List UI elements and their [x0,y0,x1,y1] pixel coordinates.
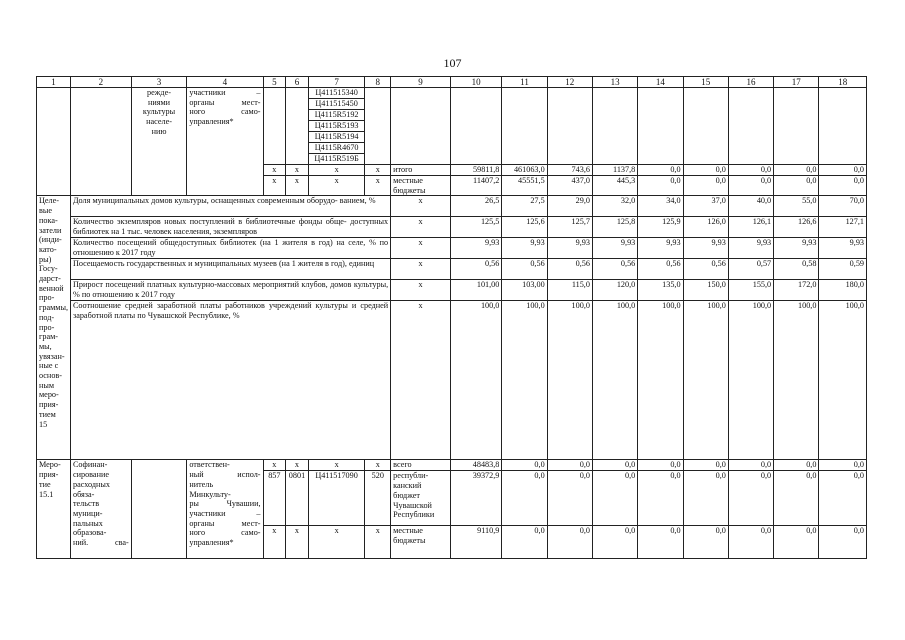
value-cell: 39372,9 [450,471,501,526]
indicator-row [37,238,867,259]
value-cell: 55,0 [774,196,819,217]
value-cell: 100,0 [774,301,819,460]
header-cell-10: 10 [450,77,501,88]
cell-c7: x [308,526,365,559]
block1-col3: режде- ниями культуры населе- нию [131,88,187,196]
cell-c9: x [391,196,451,217]
indicator-row [37,259,867,280]
value-cell: 0,56 [450,259,501,280]
cell-c7: x [308,460,365,471]
budget-code: Ц4115R5194 [308,132,365,143]
value-cell: 0,0 [638,176,683,196]
value-cell: 0,59 [819,259,867,280]
cell-c6: x [286,165,309,176]
header-cell-13: 13 [592,77,637,88]
header-cell-9: 9 [391,77,451,88]
indicator-row [37,196,867,217]
value-cell: 0,0 [819,471,867,526]
value-cell: 9,93 [502,238,547,259]
value-cell: 0,0 [592,460,637,471]
source-label: итого [391,165,451,176]
block1-col2 [70,88,131,196]
budget-code: Ц4115R5192 [308,110,365,121]
value-cell: 135,0 [638,280,683,301]
header-cell-18: 18 [819,77,867,88]
budget-code: Ц411515450 [308,99,365,110]
value-cell: 37,0 [683,196,728,217]
value-cell: 0,0 [502,460,547,471]
value-cell: 100,0 [638,301,683,460]
indicator-text: Количество экземпляров новых поступлений в библиотечные фонды обще- доступных библиотек на 1 тыс. человек населения, экземпляров [70,217,390,238]
block1-empty-col15 [683,88,728,165]
value-cell: 0,56 [502,259,547,280]
value-cell: 0,0 [819,165,867,176]
value-cell: 11407,2 [450,176,501,196]
cell-c6: x [286,176,309,196]
cell-c8: 520 [365,471,391,526]
header-cell-1: 1 [37,77,71,88]
header-cell-6: 6 [286,77,309,88]
cell-c9: x [391,238,451,259]
header-cell-15: 15 [683,77,728,88]
value-cell: 0,0 [502,526,547,559]
page-number: 107 [443,56,462,70]
block1-empty-col17 [774,88,819,165]
header-row [37,77,867,88]
source-label: всего [391,460,451,471]
value-cell: 0,0 [728,176,773,196]
header-cell-11: 11 [502,77,547,88]
value-cell: 0,0 [728,526,773,559]
value-cell: 29,0 [547,196,592,217]
cell-c6: x [286,526,309,559]
block1-empty-col14 [638,88,683,165]
block1-empty-col11 [502,88,547,165]
header-cell-14: 14 [638,77,683,88]
header-cell-17: 17 [774,77,819,88]
value-cell: 0,0 [774,165,819,176]
indicator-text: Доля муниципальных домов культуры, оснащенных современным оборудо- ванием, % [70,196,390,217]
value-cell: 120,0 [592,280,637,301]
value-cell: 126,6 [774,217,819,238]
cell-c9: x [391,217,451,238]
target-indicators-label: Целе- вые пока- затели (инди- като- ры) Госу- дарст- венной про- граммы, под- про- грам- мы, увязан- ные с основ- ным меро- прия- тием 15 [37,196,71,460]
value-cell: 0,0 [819,176,867,196]
value-cell: 100,0 [592,301,637,460]
header-cell-8: 8 [365,77,391,88]
indicator-text: Прирост посещений платных культурно-массовых мероприятий клубов, домов культуры, % по отношению к 2017 году [70,280,390,301]
value-cell: 155,0 [728,280,773,301]
value-cell: 59811,8 [450,165,501,176]
value-cell: 32,0 [592,196,637,217]
value-cell: 0,0 [638,460,683,471]
value-cell: 103,00 [502,280,547,301]
cell-c9: x [391,280,451,301]
indicator-text: Посещаемость государственных и муниципальных музеев (на 1 жителя в год), единиц [70,259,390,280]
value-cell: 0,57 [728,259,773,280]
cell-c8: x [365,460,391,471]
value-cell: 125,8 [592,217,637,238]
value-cell: 0,0 [502,471,547,526]
value-cell: 0,0 [547,471,592,526]
value-cell: 9,93 [819,238,867,259]
value-cell: 9,93 [592,238,637,259]
value-cell: 0,0 [728,165,773,176]
value-cell: 9,93 [728,238,773,259]
value-cell: 743,6 [547,165,592,176]
source-label: местные бюджеты [391,176,451,196]
value-cell: 461063,0 [502,165,547,176]
cell-c5: 857 [263,471,286,526]
value-cell: 0,0 [683,165,728,176]
budget-code: Ц4115R4670 [308,143,365,154]
cell-c6: 0801 [286,471,309,526]
value-cell: 115,0 [547,280,592,301]
value-cell: 9110,9 [450,526,501,559]
value-cell: 0,0 [683,526,728,559]
budget-code: Ц4115R519Б [308,154,365,165]
block1-empty-col12 [547,88,592,165]
value-cell: 9,93 [683,238,728,259]
value-cell: 0,0 [728,471,773,526]
value-cell: 150,0 [683,280,728,301]
value-cell: 40,0 [728,196,773,217]
indicator-text: Соотношение средней заработной платы работников учреждений культуры и средней заработной платы по Чувашской Республике, % [70,301,390,460]
value-cell: 126,0 [683,217,728,238]
value-cell: 0,0 [728,460,773,471]
value-cell: 34,0 [638,196,683,217]
value-cell: 0,56 [638,259,683,280]
block1-empty-col16 [728,88,773,165]
value-cell: 100,0 [683,301,728,460]
value-cell: 0,0 [819,526,867,559]
cell-c5: x [263,526,286,559]
value-cell: 0,0 [638,471,683,526]
value-cell: 100,0 [502,301,547,460]
source-label: местные бюджеты [391,526,451,559]
value-cell: 70,0 [819,196,867,217]
header-cell-5: 5 [263,77,286,88]
header-cell-4: 4 [187,77,263,88]
value-cell: 27,5 [502,196,547,217]
header-cell-7: 7 [308,77,365,88]
value-cell: 0,0 [774,471,819,526]
cell-c9: x [391,301,451,460]
value-cell: 125,6 [502,217,547,238]
header-cell-12: 12 [547,77,592,88]
indicator-row [37,280,867,301]
block1-col1 [37,88,71,196]
value-cell: 0,0 [774,526,819,559]
value-cell: 100,0 [819,301,867,460]
value-cell: 0,0 [547,460,592,471]
measure-description: Софинан- сирование расходных обяза- тельств муници- пальных образова- ний. сва- [70,460,131,559]
value-cell: 0,0 [683,176,728,196]
cell-c7: Ц411517090 [308,471,365,526]
block1-col4: участники – органы мест- ного само- управления* [187,88,263,196]
value-cell: 100,0 [728,301,773,460]
block1-empty-col18 [819,88,867,165]
header-cell-3: 3 [131,77,187,88]
measure-executor: ответствен- ный испол- нитель Минкульту- ры Чувашии, участники – органы мест- ного само- управления* [187,460,263,559]
cell-c6: x [286,460,309,471]
value-cell: 9,93 [547,238,592,259]
program-table [36,76,867,559]
cell-c7: x [308,165,365,176]
value-cell: 0,56 [592,259,637,280]
budget-code: Ц4115R5193 [308,121,365,132]
value-cell: 125,5 [450,217,501,238]
value-cell: 45551,5 [502,176,547,196]
value-cell: 437,0 [547,176,592,196]
code-row [37,88,867,99]
value-cell: 0,0 [774,460,819,471]
value-cell: 0,0 [592,471,637,526]
measure-row [37,460,867,471]
value-cell: 0,0 [638,526,683,559]
value-cell: 0,0 [547,526,592,559]
source-label: республи- канский бюджет Чувашской Республики [391,471,451,526]
block1-col5 [263,88,286,165]
value-cell: 48483,8 [450,460,501,471]
value-cell: 0,0 [638,165,683,176]
value-cell: 101,00 [450,280,501,301]
indicator-text: Количество посещений общедоступных библиотек (на 1 жителя в год) на селе, % по отношению к 2017 году [70,238,390,259]
value-cell: 1137,8 [592,165,637,176]
value-cell: 0,0 [819,460,867,471]
cell-c5: x [263,165,286,176]
value-cell: 9,93 [638,238,683,259]
cell-c5: x [263,460,286,471]
measure-col3 [131,460,187,559]
header-cell-16: 16 [728,77,773,88]
value-cell: 0,56 [547,259,592,280]
value-cell: 172,0 [774,280,819,301]
block1-empty-col10 [450,88,501,165]
cell-c7: x [308,176,365,196]
cell-c5: x [263,176,286,196]
cell-c8: x [365,176,391,196]
indicator-row [37,217,867,238]
value-cell: 9,93 [774,238,819,259]
value-cell: 9,93 [450,238,501,259]
cell-c8: x [365,526,391,559]
value-cell: 0,0 [683,471,728,526]
block1-empty-col9 [391,88,451,165]
value-cell: 445,3 [592,176,637,196]
value-cell: 126,1 [728,217,773,238]
block1-empty-col13 [592,88,637,165]
value-cell: 0,0 [774,176,819,196]
value-cell: 100,0 [450,301,501,460]
cell-c8: x [365,165,391,176]
value-cell: 100,0 [547,301,592,460]
value-cell: 0,58 [774,259,819,280]
value-cell: 127,1 [819,217,867,238]
measure-number: Меро- прия- тие 15.1 [37,460,71,559]
value-cell: 0,0 [683,460,728,471]
value-cell: 0,56 [683,259,728,280]
value-cell: 180,0 [819,280,867,301]
indicator-row [37,301,867,460]
value-cell: 125,7 [547,217,592,238]
value-cell: 125,9 [638,217,683,238]
value-cell: 26,5 [450,196,501,217]
block1-empty-col8 [365,88,391,165]
cell-c9: x [391,259,451,280]
header-cell-2: 2 [70,77,131,88]
budget-code: Ц411515340 [308,88,365,99]
block1-col6 [286,88,309,165]
value-cell: 0,0 [592,526,637,559]
